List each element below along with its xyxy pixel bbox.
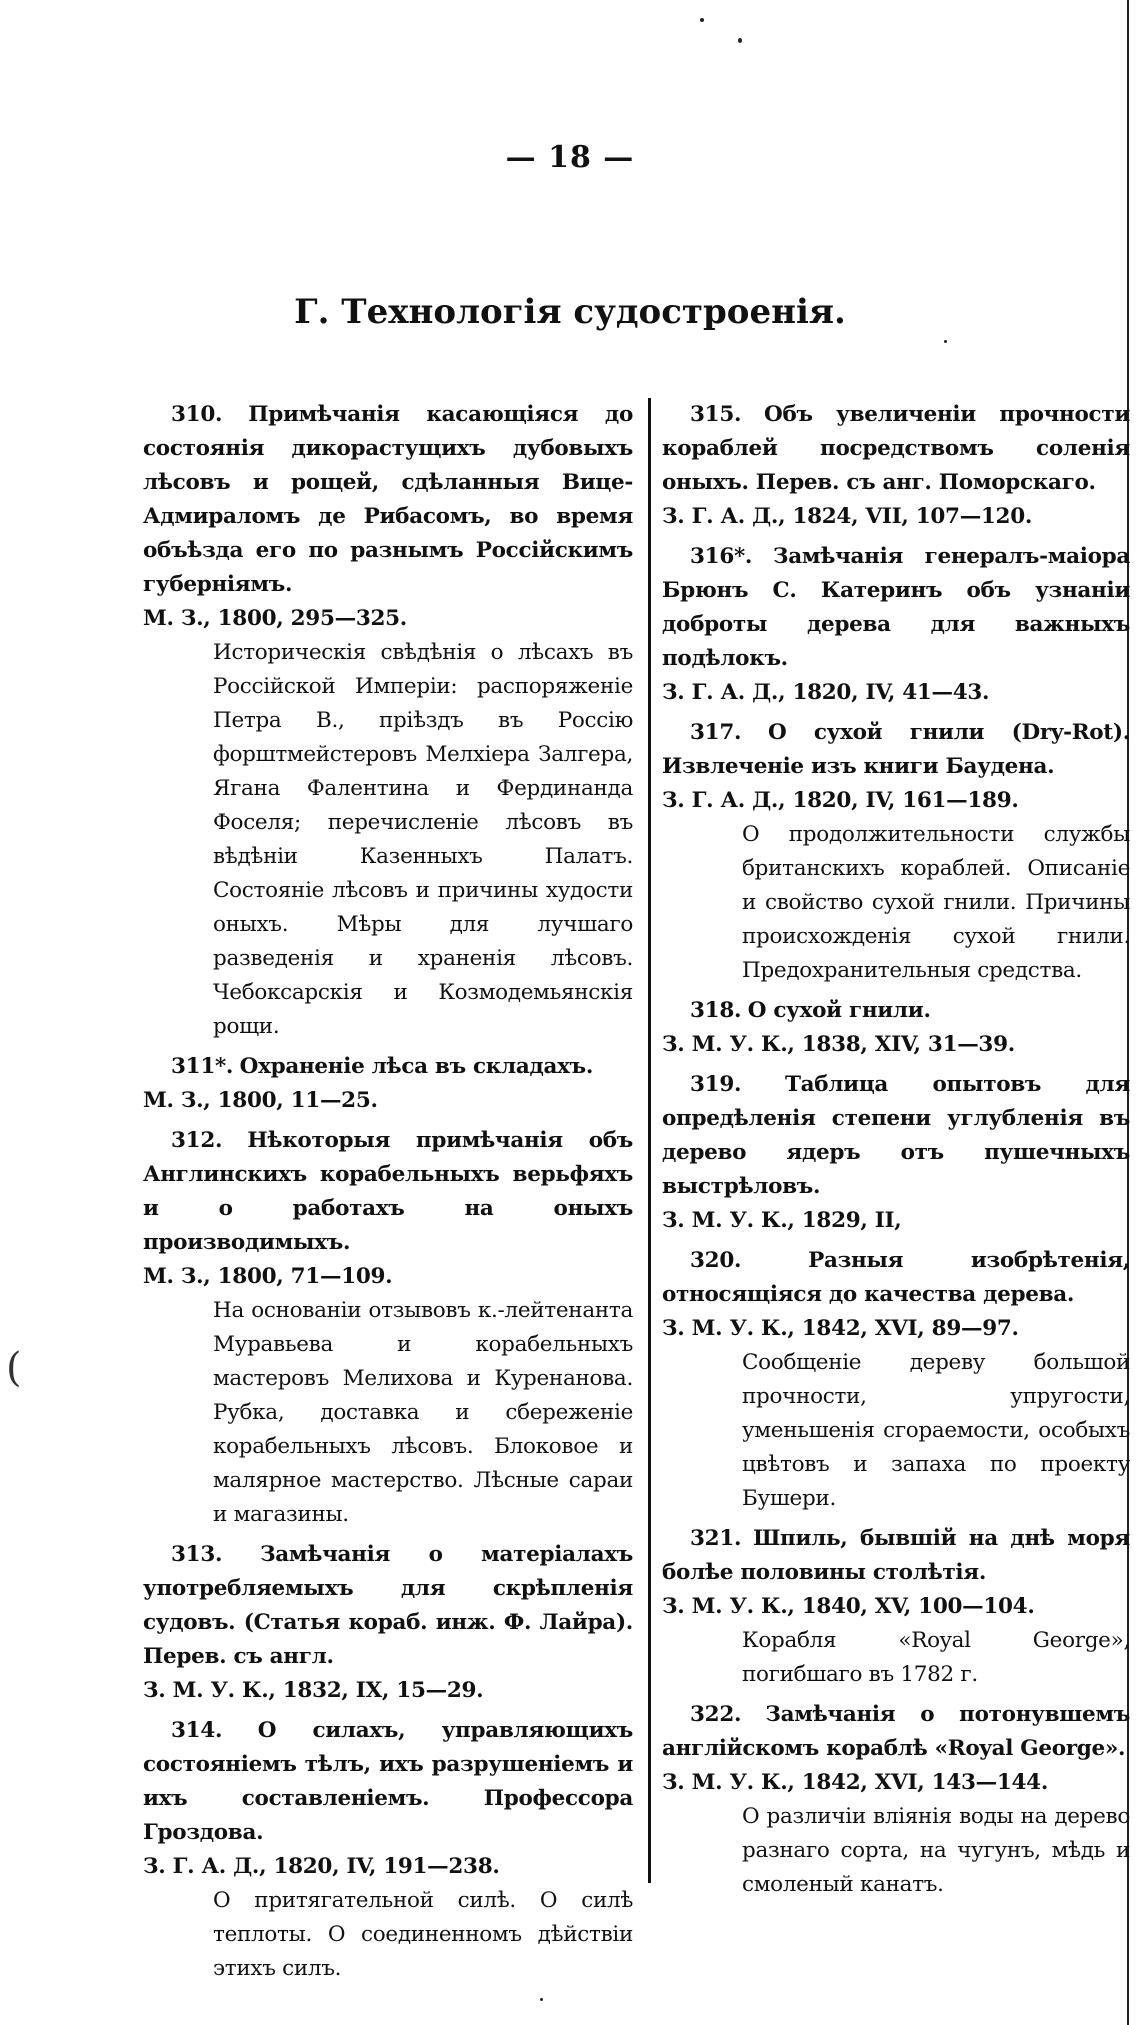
speck [540,1998,543,2001]
entry-title: Замѣчанія генералъ-маіора Брюнъ С. Катеринъ объ узнаніи доброты дерева для важныхъ подѣлокъ. [662,544,1130,671]
entry-317 [662,716,1130,988]
column-divider [648,398,651,1883]
entry-title: Замѣчанія о потонувшемъ англійскомъ кораблѣ «Royal George». [662,1702,1130,1761]
entry-321 [662,1522,1130,1692]
entry-number: 311*. [171,1054,234,1079]
entry-title: О силахъ, управляющихъ состояніемъ тѣлъ, ихъ разрушеніемъ и ихъ составленіемъ. Профессора Гроздова. [143,1718,633,1845]
entry-title: Объ увеличеніи прочности кораблей посредствомъ соленія оныхъ. Перев. съ анг. Поморскаго. [662,402,1130,495]
speck [738,38,742,43]
entry-title: Замѣчанія о матеріалахъ употребляемыхъ для скрѣпленія судовъ. (Статья кораб. инж. Ф. Лайра). Перев. съ англ. [143,1542,633,1669]
entry-title: Примѣчанія касающіяся до состоянія дикорастущихъ дубовыхъ лѣсовъ и рощей, сдѣланныя Вице-Адмираломъ де Рибасомъ, во время объѣзда его по разнымъ Россійскимъ губерніямъ. [143,402,633,597]
section-title: Г. Технологія судостроенія. [294,292,846,332]
entry-315 [662,398,1130,534]
entry-318 [662,994,1130,1062]
page-number: — 18 — [505,140,635,175]
margin-ink-mark: ( [6,1345,22,1391]
entry-number: 322. [690,1702,742,1727]
entry-310 [143,398,633,1044]
entry-reference: З. Г. А. Д., 1824, VII, 107—120. [662,504,1033,529]
entry-312 [143,1124,633,1532]
entry-316 [662,540,1130,710]
entry-number: 317. [690,720,742,745]
entry-number: 310. [171,402,223,427]
entry-title: Разныя изобрѣтенія, относящіяся до качества дерева. [662,1248,1130,1307]
entry-number: 315. [690,402,742,427]
entry-title: Нѣкоторыя примѣчанія объ Англинскихъ корабельныхъ верьфяхъ и о работахъ на оныхъ производимыхъ. [143,1128,633,1255]
entry-annotation: Историческія свѣдѣнія о лѣсахъ въ Россійской Имперіи: распоряженіе Петра В., пріѣздъ въ Россію форштмейстеровъ Мелхіера Залгера, Ягана Фалентина и Фердинанда Фоселя; перечисленіе лѣсовъ въ вѣдѣніи Казенныхъ Палатъ. Состояніе лѣсовъ и причины худости оныхъ. Мѣры для лучшаго разведенія и храненія лѣсовъ. Чебоксарскія и Козмодемьянскія рощи. [213,640,633,1039]
entry-annotation: О притягательной силѣ. О силѣ теплоты. О соединенномъ дѣйствіи этихъ силъ. [213,1888,633,1981]
entry-reference: З. М. У. К., 1829, II, [662,1208,902,1233]
entry-number: 321. [690,1526,742,1551]
entry-reference: З. М. У. К., 1842, XVI, 143—144. [662,1770,1049,1795]
speck [944,340,947,343]
entry-reference: М. З., 1800, 71—109. [143,1264,393,1289]
entry-number: 312. [171,1128,223,1153]
entry-title: О сухой гнили (Dry-Rot). Извлеченіе изъ книги Баудена. [662,720,1130,779]
entry-annotation: Сообщеніе дереву большой прочности, упругости, уменьшенія сгораемости, особыхъ цвѣтовъ и запаха по проекту Бушери. [742,1350,1130,1511]
entry-320 [662,1244,1130,1516]
entry-number: 319. [690,1072,742,1097]
entry-322 [662,1698,1130,1902]
entry-reference: З. М. У. К., 1842, XVI, 89—97. [662,1316,1019,1341]
entry-number: 316*. [690,544,753,569]
entry-number: 318. [690,998,742,1023]
entry-number: 313. [171,1542,223,1567]
entry-title: Охраненіе лѣса въ складахъ. [239,1054,594,1079]
entry-annotation: На основаніи отзывовъ к.-лейтенанта Муравьева и корабельныхъ мастеровъ Мелихова и Куренанова. Рубка, доставка и сбереженіе корабельныхъ лѣсовъ. Блоковое и малярное мастерство. Лѣсные сараи и магазины. [213,1298,633,1527]
entry-annotation: О различіи вліянія воды на дерево разнаго сорта, на чугунъ, мѣдь и смоленый канатъ. [742,1804,1130,1897]
entry-reference: М. З., 1800, 11—25. [143,1088,378,1113]
entry-reference: З. М. У. К., 1832, IX, 15—29. [143,1678,484,1703]
entry-319 [662,1068,1130,1238]
entry-number: 314. [171,1718,223,1743]
entry-313 [143,1538,633,1708]
entry-reference: З. Г. А. Д., 1820, IV, 41—43. [662,680,990,705]
right-column [662,398,1130,1908]
entry-annotation: О продолжительности службы британскихъ кораблей. Описаніе и свойство сухой гнили. Причины происхожденія сухой гнили. Предохранительныя средства. [742,822,1130,983]
speck [700,18,704,22]
entry-reference: З. М. У. К., 1838, XIV, 31—39. [662,1032,1015,1057]
entry-title: О сухой гнили. [747,998,931,1023]
entry-314 [143,1714,633,1986]
entry-reference: З. М. У. К., 1840, XV, 100—104. [662,1594,1035,1619]
entry-title: Шпиль, бывшій на днѣ моря болѣе половины столѣтія. [662,1526,1130,1585]
entry-311 [143,1050,633,1118]
left-column [143,398,633,1992]
entry-number: 320. [690,1248,742,1273]
entry-annotation: Корабля «Royal George», погибшаго въ 1782 г. [742,1628,1130,1687]
entry-reference: З. Г. А. Д., 1820, IV, 161—189. [662,788,1019,813]
entry-title: Таблица опытовъ для опредѣленія степени углубленія въ дерево ядеръ отъ пушечныхъ выстрѣловъ. [662,1072,1130,1199]
entry-reference: З. Г. А. Д., 1820, IV, 191—238. [143,1854,500,1879]
entry-reference: М. З., 1800, 295—325. [143,606,407,631]
